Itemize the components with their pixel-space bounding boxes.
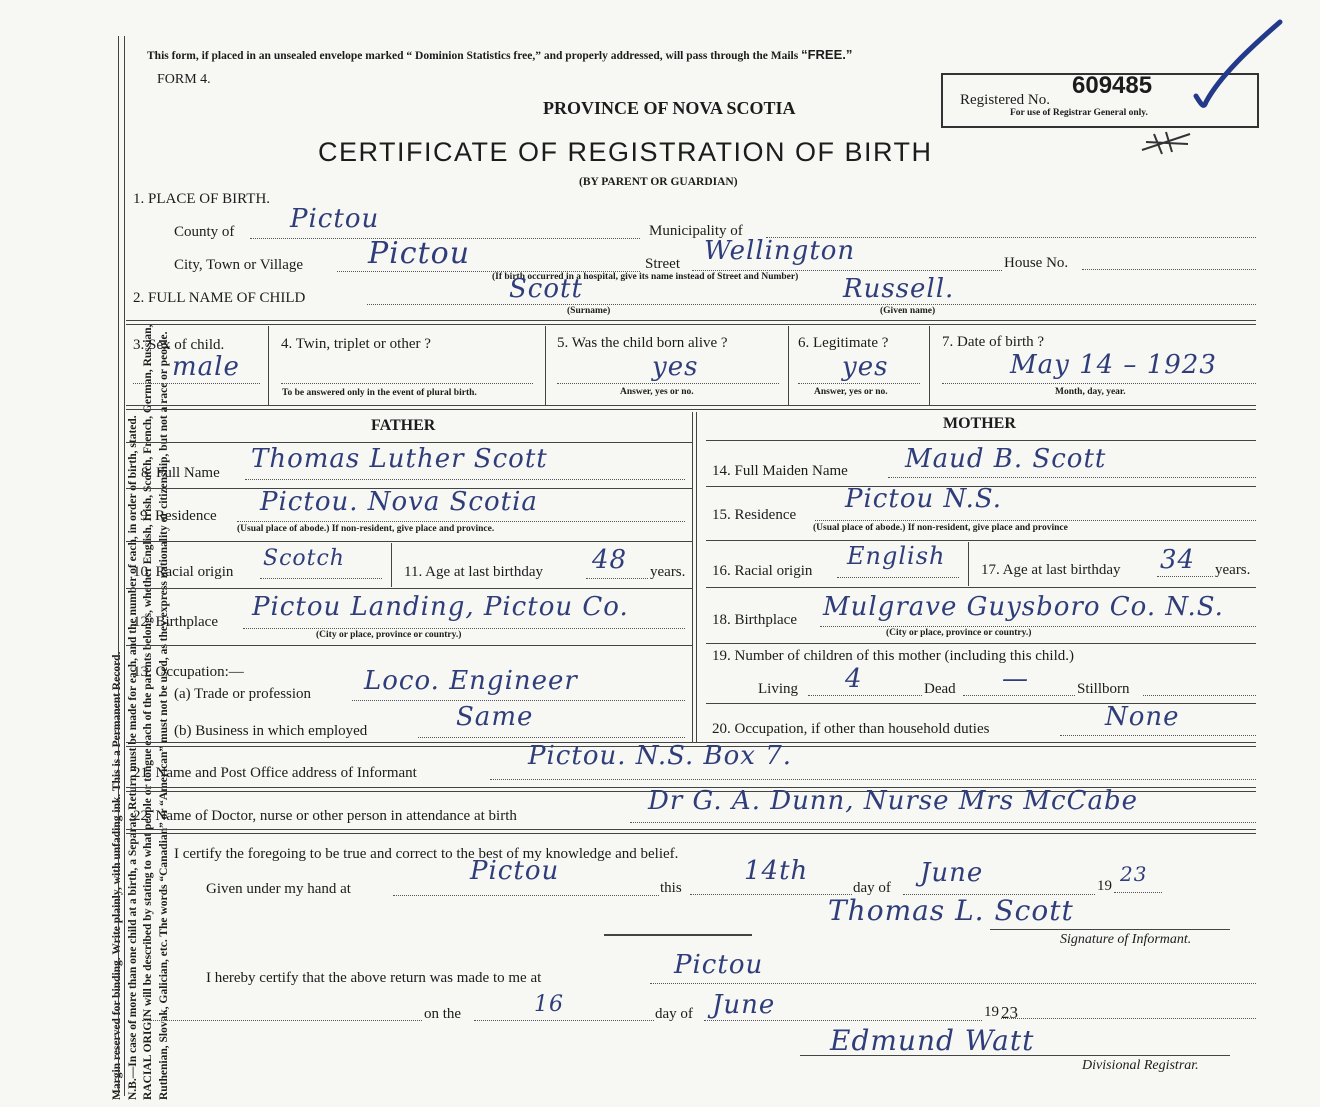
mother-birthplace-value: Mulgrave Guysboro Co. N.S. — [823, 592, 1224, 622]
mother-age-value: 34 — [1160, 545, 1196, 575]
dead-label: Dead — [924, 681, 956, 697]
born-alive-label: 5. Was the child born alive ? — [557, 335, 728, 351]
street-value: Wellington — [704, 236, 856, 266]
informant-signature-caption: Signature of Informant. — [1060, 932, 1192, 947]
legitimate-label: 6. Legitimate ? — [798, 335, 889, 351]
registrar-year-prefix: 19 — [984, 1004, 999, 1020]
father-rule-4 — [126, 645, 692, 646]
mother-race-label: 16. Racial origin — [712, 563, 813, 579]
registered-number: 609485 — [1072, 72, 1153, 99]
father-race-line — [260, 578, 382, 579]
mother-residence-value: Pictou N.S. — [845, 484, 1002, 514]
registered-label: Registered No. — [960, 92, 1050, 108]
dob-label: 7. Date of birth ? — [942, 334, 1045, 350]
hospital-note: (If birth occurred in a hospital, give its name instead of Street and Number) — [492, 272, 799, 282]
house-number-line — [1082, 269, 1256, 270]
divider-5-6 — [788, 326, 789, 406]
mother-rule-2 — [706, 540, 1256, 541]
father-age-value: 48 — [592, 545, 628, 575]
father-business-value: Same — [456, 702, 534, 732]
child-given-name: Russell. — [843, 274, 955, 304]
house-number-label: House No. — [1004, 255, 1069, 271]
mother-years-label: years. — [1215, 562, 1251, 578]
registrar-statement: I hereby certify that the above return was made to me at — [206, 970, 542, 986]
margin-note-nationality: Ruthenian, Slovak, Galician, etc. The words “Canadian” or “American” must not be used, as they express nationality or citizenship, but not a race or people. — [157, 331, 170, 1100]
informant-line — [490, 779, 1256, 780]
divider-3-4 — [268, 326, 269, 406]
registrar-year-line — [1001, 1018, 1256, 1019]
left-margin-rule — [118, 36, 119, 1096]
divider-6-7 — [929, 326, 930, 406]
registrar-place-line — [650, 983, 1256, 984]
check-mark-icon — [1140, 18, 1290, 158]
mother-birthplace-caption: (City or place, province or country.) — [886, 628, 1032, 638]
father-rule-3 — [126, 588, 692, 589]
municipality-label: Municipality of — [649, 223, 743, 239]
doctor-label: 22. Name of Doctor, nurse or other person in attendance at birth — [133, 808, 517, 824]
child-name-line — [367, 304, 1256, 305]
parents-divider — [692, 412, 697, 742]
father-name-label: 8. Full Name — [141, 465, 220, 481]
cert-year-prefix: 19 — [1097, 878, 1112, 894]
father-race-value: Scotch — [263, 546, 345, 571]
mother-race-line — [837, 577, 959, 578]
surname-caption: (Surname) — [567, 306, 611, 316]
born-alive-line — [557, 383, 779, 384]
registrar-on-label: on the — [424, 1006, 462, 1022]
cert-dayof-label: day of — [853, 880, 891, 896]
mother-occupation-line — [1060, 735, 1256, 736]
informant-value: Pictou. N.S. Box 7. — [528, 741, 793, 771]
dob-caption: Month, day, year. — [1055, 387, 1126, 397]
born-alive-caption: Answer, yes or no. — [620, 387, 694, 397]
divider-4-5 — [545, 326, 546, 406]
rule-above-row3 — [126, 320, 1256, 325]
father-business-line — [418, 737, 685, 738]
registrar-month-value: June — [712, 990, 776, 1020]
cert-year-line — [1114, 892, 1162, 893]
left-margin-rule-inner — [124, 36, 125, 1096]
mother-race-value: English — [847, 542, 946, 570]
stillborn-line — [1143, 695, 1256, 696]
mother-name-label: 14. Full Maiden Name — [712, 463, 848, 479]
father-age-label: 11. Age at last birthday — [404, 564, 543, 580]
mother-residence-line — [815, 520, 1256, 521]
child-surname: Scott — [509, 274, 583, 304]
doctor-value: Dr G. A. Dunn, Nurse Mrs McCabe — [648, 786, 1139, 816]
father-residence-line — [237, 521, 685, 522]
sex-label: 3. Sex of child. — [133, 337, 225, 353]
father-birthplace-label: 12. Birthplace — [133, 614, 218, 630]
city-label: City, Town or Village — [174, 257, 304, 273]
informant-signature: Thomas L. Scott — [828, 894, 1074, 927]
child-name-label: 2. FULL NAME OF CHILD — [133, 290, 306, 306]
father-residence-label: 9. Residence — [140, 508, 217, 524]
registrar-year-value: 23 — [1001, 1003, 1018, 1022]
cert-year-value: 23 — [1120, 862, 1148, 886]
father-birthplace-caption: (City or place, province or country.) — [316, 630, 462, 640]
margin-note-binding: Margin reserved for binding. Write plainly, with unfading ink. This is a Permanent Record. — [111, 651, 123, 1100]
father-race-label: 10. Racial origin — [133, 564, 234, 580]
children-count-label: 19. Number of children of this mother (including this child.) — [712, 648, 1075, 664]
mother-residence-caption: (Usual place of abode.) If non-resident, give place and province — [813, 523, 1068, 533]
father-occupation-label: 13. Occupation:— — [133, 664, 244, 680]
mother-rule-4 — [706, 643, 1256, 644]
mother-age-line — [1157, 576, 1213, 577]
registrar-lead-line — [142, 1020, 422, 1021]
registrar-day-value: 16 — [534, 992, 564, 1017]
cert-day-value: 14th — [744, 856, 809, 886]
mother-occupation-label: 20. Occupation, if other than household duties — [712, 721, 990, 737]
legitimate-value: yes — [842, 352, 889, 382]
living-line — [808, 695, 922, 696]
mother-residence-label: 15. Residence — [712, 507, 797, 523]
rule-above-parents — [126, 405, 1256, 410]
mother-rule-3 — [706, 587, 1256, 588]
father-birthplace-line — [243, 628, 685, 629]
rule-above-certification — [126, 829, 1256, 834]
doctor-line — [630, 822, 1256, 823]
father-trade-label: (a) Trade or profession — [174, 686, 312, 702]
registrar-signature-line — [800, 1055, 1230, 1056]
father-residence-value: Pictou. Nova Scotia — [260, 487, 538, 517]
stillborn-label: Stillborn — [1077, 681, 1130, 697]
margin-note-plural-birth: N.B.—In case of more than one child at a birth, a Separate Return must be made for each, and the number of each, in order of birth, stated. — [126, 415, 139, 1100]
father-race-age-divider — [391, 543, 392, 587]
father-rule-2 — [126, 541, 692, 542]
registrar-caption: Divisional Registrar. — [1082, 1058, 1199, 1073]
father-name-value: Thomas Luther Scott — [251, 444, 548, 474]
certificate-title: CERTIFICATE OF REGISTRATION OF BIRTH — [318, 137, 933, 167]
mail-notice: This form, if placed in an unsealed envelope marked “ Dominion Statistics free,” and properly addressed, will pass through the Mails “FREE.” — [147, 47, 853, 62]
registrar-month-line — [704, 1020, 982, 1021]
registrar-place-value: Pictou — [674, 950, 764, 980]
mother-birthplace-line — [820, 626, 1256, 627]
father-heading-rule — [126, 442, 692, 443]
dead-line — [963, 695, 1075, 696]
street-label: Street — [645, 256, 680, 272]
dob-line — [942, 383, 1256, 384]
province-heading: PROVINCE OF NOVA SCOTIA — [543, 98, 796, 118]
father-age-line — [586, 578, 648, 579]
mother-heading-rule — [706, 440, 1256, 441]
certify-statement: I certify the foregoing to be true and correct to the best of my knowledge and belief. — [174, 846, 679, 862]
father-business-label: (b) Business in which employed — [174, 723, 368, 739]
born-alive-value: yes — [652, 352, 699, 382]
informant-label: 21. Name and Post Office address of Informant — [133, 765, 417, 781]
certification-separator — [604, 934, 752, 936]
mother-age-label: 17. Age at last birthday — [981, 562, 1121, 578]
cert-month-value: June — [920, 858, 984, 888]
street-line — [692, 270, 1002, 271]
given-at-value: Pictou — [470, 856, 560, 886]
twin-label: 4. Twin, triplet or other ? — [281, 336, 431, 352]
father-trade-value: Loco. Engineer — [364, 666, 578, 696]
county-label: County of — [174, 224, 235, 240]
registrar-dayof-label: day of — [655, 1006, 693, 1022]
margin-note-racial-origin: RACIAL ORIGIN will be described by stating to what people or tongue each of the parents belongs, whether English, Irish, Scotch, French, German, Russian, — [142, 324, 154, 1100]
this-label: this — [660, 880, 682, 896]
legitimate-line — [798, 383, 920, 384]
place-of-birth-heading: 1. PLACE OF BIRTH. — [133, 191, 271, 207]
mother-name-value: Maud B. Scott — [905, 444, 1107, 474]
given-name-caption: (Given name) — [880, 306, 936, 316]
living-value: 4 — [845, 664, 863, 694]
registrar-only-note: For use of Registrar General only. — [1010, 108, 1148, 118]
mother-occupation-value: None — [1105, 702, 1180, 732]
father-birthplace-value: Pictou Landing, Pictou Co. — [252, 592, 629, 622]
mother-birthplace-label: 18. Birthplace — [712, 612, 797, 628]
dead-value: — — [1002, 664, 1029, 694]
registrar-day-line — [474, 1020, 654, 1021]
form-number: FORM 4. — [157, 72, 211, 87]
registrar-signature: Edmund Watt — [830, 1024, 1035, 1057]
father-name-line — [245, 479, 685, 480]
dob-value: May 14 – 1923 — [1010, 350, 1217, 380]
twin-note: To be answered only in the event of plural birth. — [282, 388, 477, 398]
sex-value: male — [172, 352, 240, 382]
city-value: Pictou — [368, 236, 471, 271]
living-label: Living — [758, 681, 798, 697]
father-residence-caption: (Usual place of abode.) If non-resident, give place and province. — [237, 524, 495, 534]
father-years-label: years. — [650, 564, 686, 580]
certificate-subtitle: (BY PARENT OR GUARDIAN) — [579, 176, 738, 188]
given-at-line — [393, 895, 659, 896]
legitimate-caption: Answer, yes or no. — [814, 387, 888, 397]
county-value: Pictou — [290, 204, 380, 234]
mother-race-age-divider — [968, 542, 969, 586]
father-trade-line — [352, 700, 685, 701]
twin-line — [281, 383, 533, 384]
mother-heading: MOTHER — [943, 415, 1016, 432]
informant-signature-line — [990, 929, 1230, 930]
sex-line — [133, 383, 260, 384]
given-at-label: Given under my hand at — [206, 881, 351, 897]
mother-name-line — [888, 477, 1256, 478]
father-heading: FATHER — [371, 417, 436, 434]
